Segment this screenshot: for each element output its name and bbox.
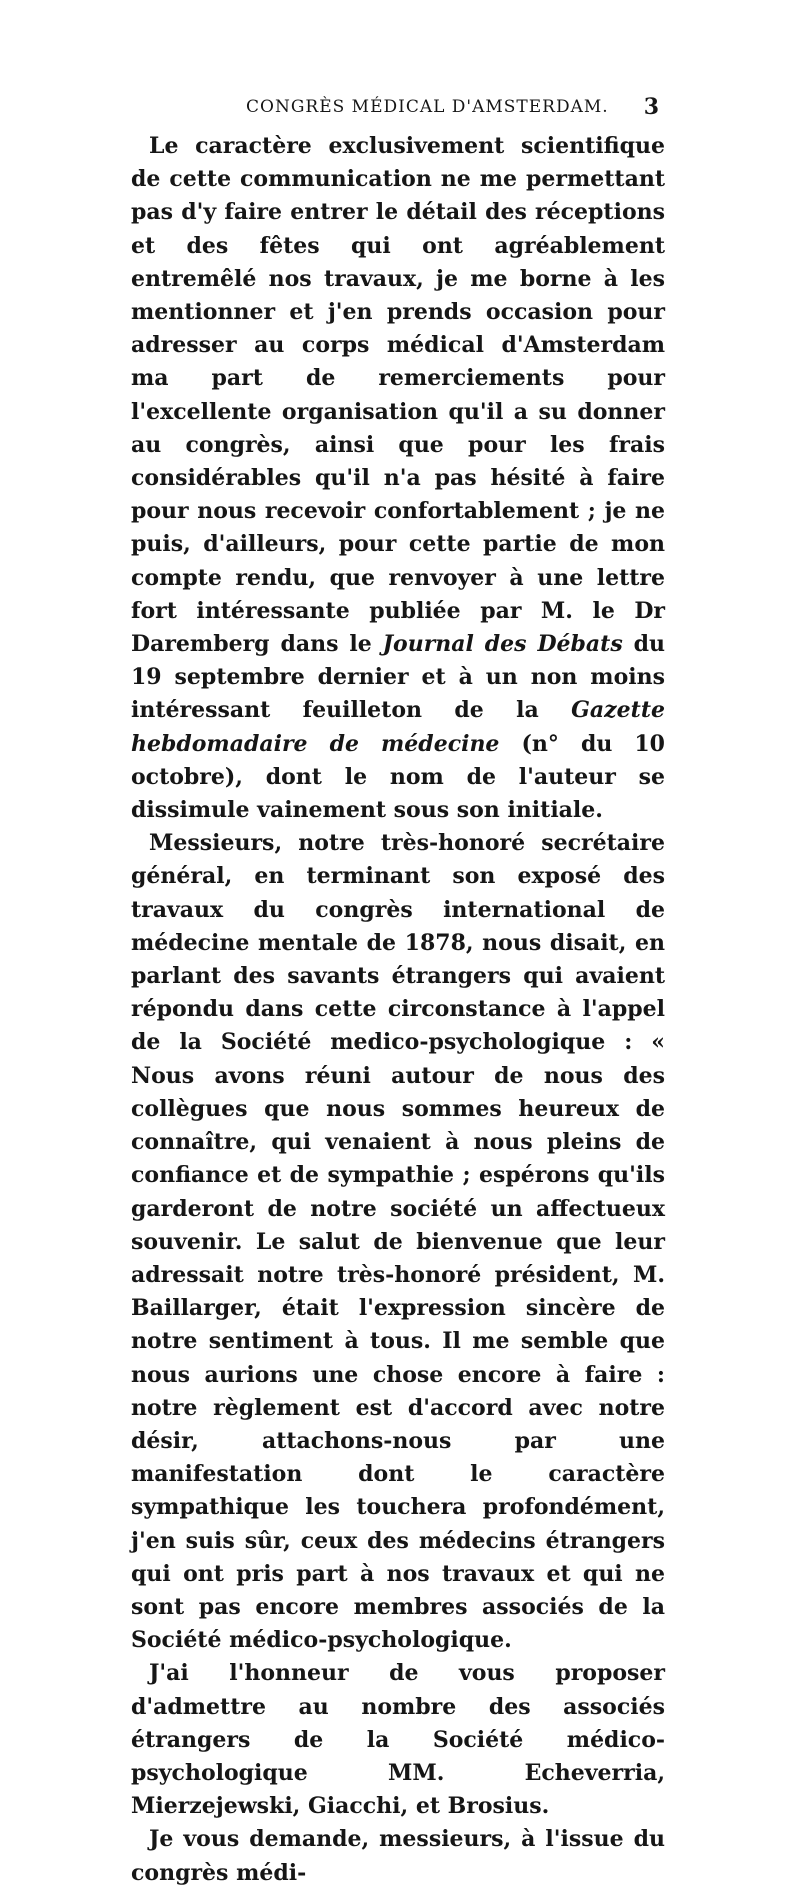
paragraph-2: Messieurs, notre très-honoré secrétaire général, en terminant son exposé des travaux du congrès international de médecine mentale de 1878, nous disait, en parlant des savants étrangers qui avaient répondu dans cette circonstance à l'appel de la Société medico-psychologique : « Nous avons réuni autour de nous des collègues que nous sommes heureux de connaître, qui venaient à nous pleins de confiance et de sympathie ; espérons qu'ils garderont de notre société un affectueux souvenir. Le salut de bienvenue que leur adressait notre très-honoré président, M. Baillarger, était l'expression sincère de notre sentiment à tous. Il me semble que nous aurions une chose encore à faire : notre règlement est d'accord avec notre désir, attachons-nous par une manifestation dont le caractère sympathique les touchera profondément, j'en suis sûr, ceux des médecins étrangers qui ont pris part à nos travaux et qui ne sont pas encore membres associés de la Société médico-psychologique. [131, 830, 665, 1654]
p1-text-c: (n° du 10 octobre), dont le nom de l'auteur se dissimule vainement sous son initiale. [131, 730, 665, 824]
paragraph-3: J'ai l'honneur de vous proposer d'admettre au nombre des associés étrangers de la Société médico-psychologique MM. Echeverria, Mierzejewski, Giacchi, et Brosius. [131, 1660, 665, 1820]
running-title: CONGRÈS MÉDICAL D'AMSTERDAM. [246, 97, 609, 117]
paragraph-1 [131, 130, 665, 827]
p1-text-a: Le caractère exclusivement scientifique de cette communication ne me permettant pas d'y faire entrer le détail des réceptions et des fêtes qui ont agréablement entremêlé nos travaux, je me borne à les mentionner et j'en prends occasion pour adresser au corps médical d'Amsterdam ma part de remerciements pour l'excellente organisation qu'il a su donner au congrès, ainsi que pour les frais considérables qu'il n'a pas hésité à faire pour nous recevoir confortablement ; je ne puis, d'ailleurs, pour cette partie de mon compte rendu, que renvoyer à une lettre fort intéressante publiée par M. le Dr Daremberg dans le [131, 133, 665, 658]
page-header [240, 90, 660, 124]
paragraph-4: Je vous demande, messieurs, à l'issue du congrès médi- [131, 1826, 665, 1886]
p1-text-b: du 19 septembre dernier et à un non moins intéressant feuilleton de la [131, 631, 666, 724]
body-text [131, 130, 665, 1890]
gazette-title: Gazette hebdomadaire de médecine [131, 697, 665, 757]
journal-title: Journal des Débats [382, 631, 623, 658]
page-number: 3 [643, 94, 660, 120]
